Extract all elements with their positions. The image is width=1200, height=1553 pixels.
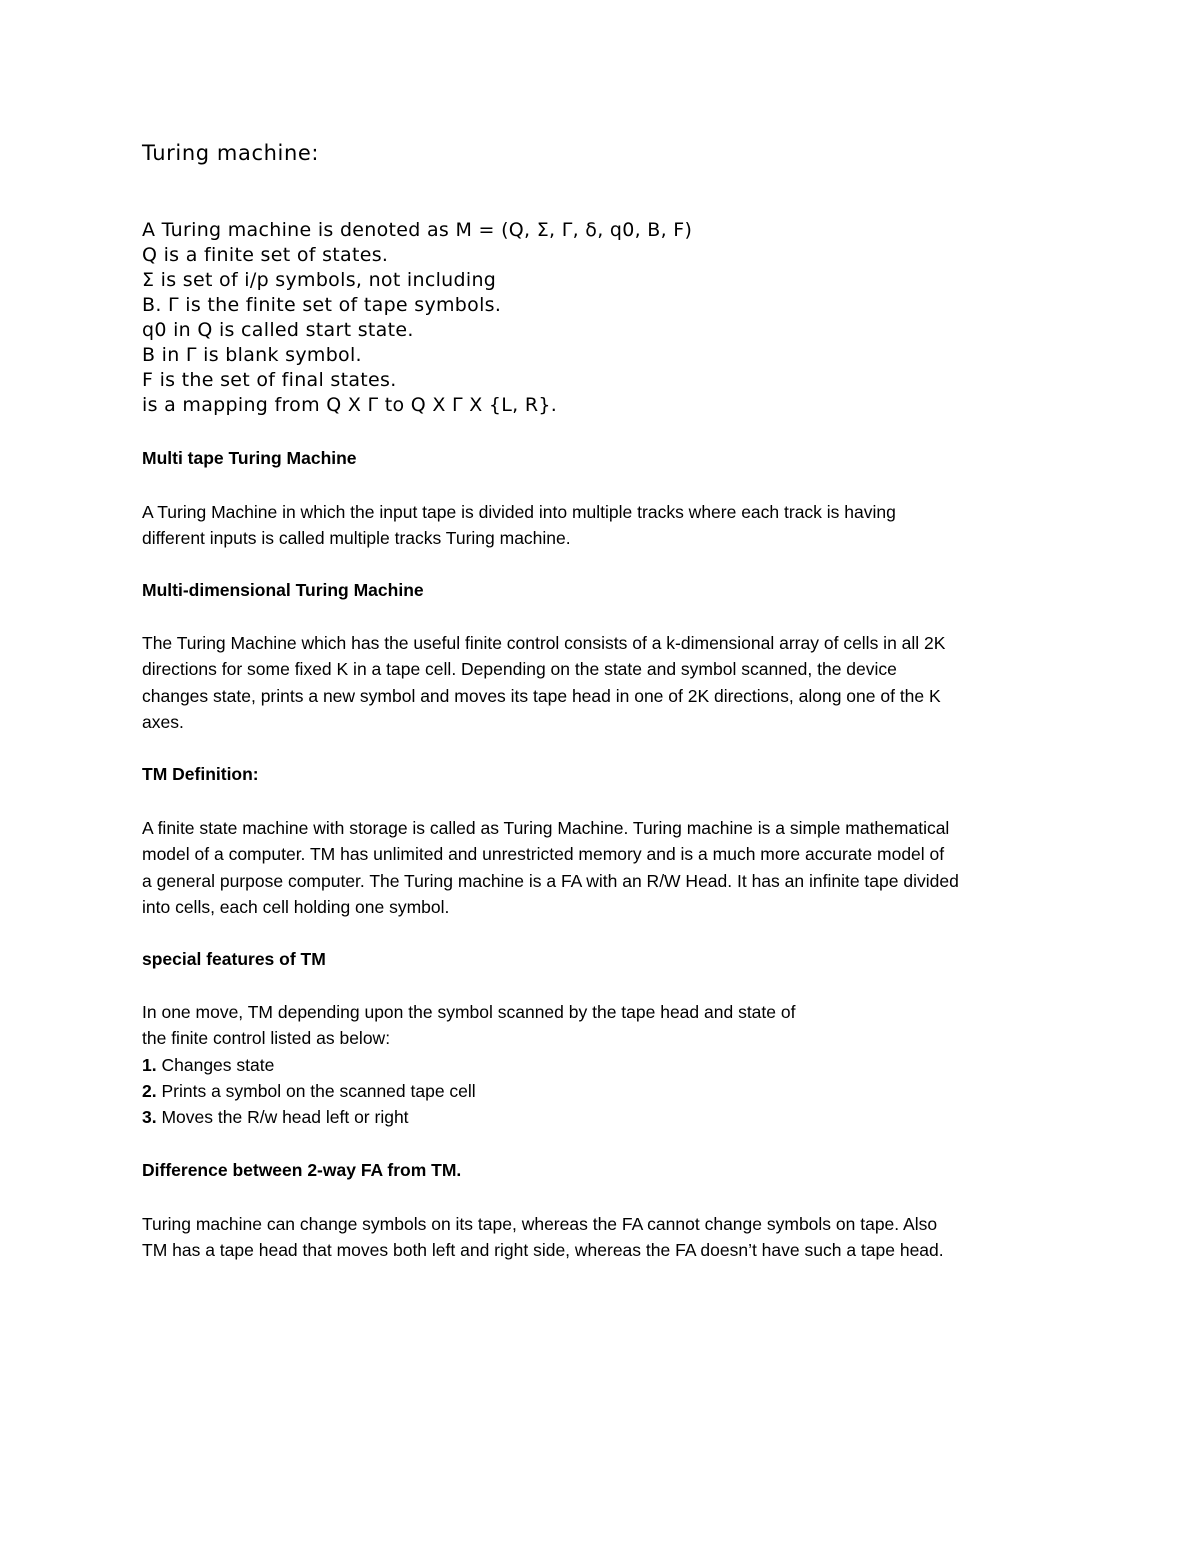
paragraph-line: the finite control listed as below:: [142, 1028, 391, 1049]
definition-line: Σ is set of i/p symbols, not including: [142, 269, 497, 291]
list-item: [142, 1078, 1072, 1104]
list-item-text: Prints a symbol on the scanned tape cell: [161, 1080, 476, 1101]
paragraph-line: directions for some fixed K in a tape cell. Depending on the state and symbol scanned, the device: [142, 659, 897, 680]
paragraph-line: axes.: [142, 711, 184, 732]
paragraph-line: into cells, each cell holding one symbol.: [142, 896, 450, 917]
paragraph-special-features: [142, 999, 1072, 1130]
paragraph-line: A Turing Machine in which the input tape is divided into multiple tracks where each track is having: [142, 502, 896, 522]
definition-line: A Turing machine is denoted as M = (Q, Σ, Γ, δ, q0, B, F): [142, 219, 693, 241]
paragraph-line: In one move, TM depending upon the symbol scanned by the tape head and state of: [142, 1002, 796, 1022]
section-heading-multi-tape: Multi tape Turing Machine: [142, 448, 357, 468]
paragraph-tm-definition: [142, 815, 1072, 920]
paragraph-line: a general purpose computer. The Turing machine is a FA with an R/W Head. It has an infinite tape divided: [142, 870, 959, 891]
paragraph-line: Turing machine can change symbols on its tape, whereas the FA cannot change symbols on tape. Also: [142, 1214, 938, 1234]
definition-line: is a mapping from Q X Γ to Q X Γ X {L, R}.: [142, 394, 558, 416]
list-item-number: 3.: [142, 1107, 157, 1128]
list-item-text: Changes state: [161, 1054, 275, 1075]
definition-line: q0 in Q is called start state.: [142, 319, 414, 341]
section-heading-special-features: special features of TM: [142, 949, 326, 969]
definition-line: F is the set of final states.: [142, 369, 397, 391]
list-item: [142, 1052, 1072, 1078]
section-heading-difference: Difference between 2-way FA from TM.: [142, 1160, 462, 1180]
paragraph-line: TM has a tape head that moves both left and right side, whereas the FA doesn’t have such a tape head.: [142, 1240, 944, 1261]
paragraph-line: model of a computer. TM has unlimited and unrestricted memory and is a much more accurate model of: [142, 844, 945, 865]
paragraph-multi-dimensional: [142, 630, 1072, 735]
section-heading-multi-dimensional: Multi-dimensional Turing Machine: [142, 580, 424, 600]
paragraph-multi-tape: [142, 499, 1072, 552]
list-item: [142, 1104, 1072, 1130]
page-title: Turing machine:: [142, 141, 320, 165]
section-heading-tm-definition: TM Definition:: [142, 764, 259, 784]
paragraph-line: A finite state machine with storage is called as Turing Machine. Turing machine is a simple mathematical: [142, 818, 950, 838]
definition-block: [142, 218, 692, 418]
paragraph-line: different inputs is called multiple tracks Turing machine.: [142, 528, 571, 549]
paragraph-difference: [142, 1211, 1072, 1264]
paragraph-line: The Turing Machine which has the useful finite control consists of a k-dimensional array of cells in all 2K: [142, 633, 946, 653]
list-item-number: 1.: [142, 1054, 157, 1075]
list-item-number: 2.: [142, 1080, 157, 1101]
paragraph-line: changes state, prints a new symbol and moves its tape head in one of 2K directions, along one of the K: [142, 685, 941, 706]
list-item-text: Moves the R/w head left or right: [161, 1107, 409, 1128]
definition-line: Q is a finite set of states.: [142, 244, 389, 266]
definition-line: B. Γ is the finite set of tape symbols.: [142, 294, 502, 316]
definition-line: B in Γ is blank symbol.: [142, 344, 362, 366]
